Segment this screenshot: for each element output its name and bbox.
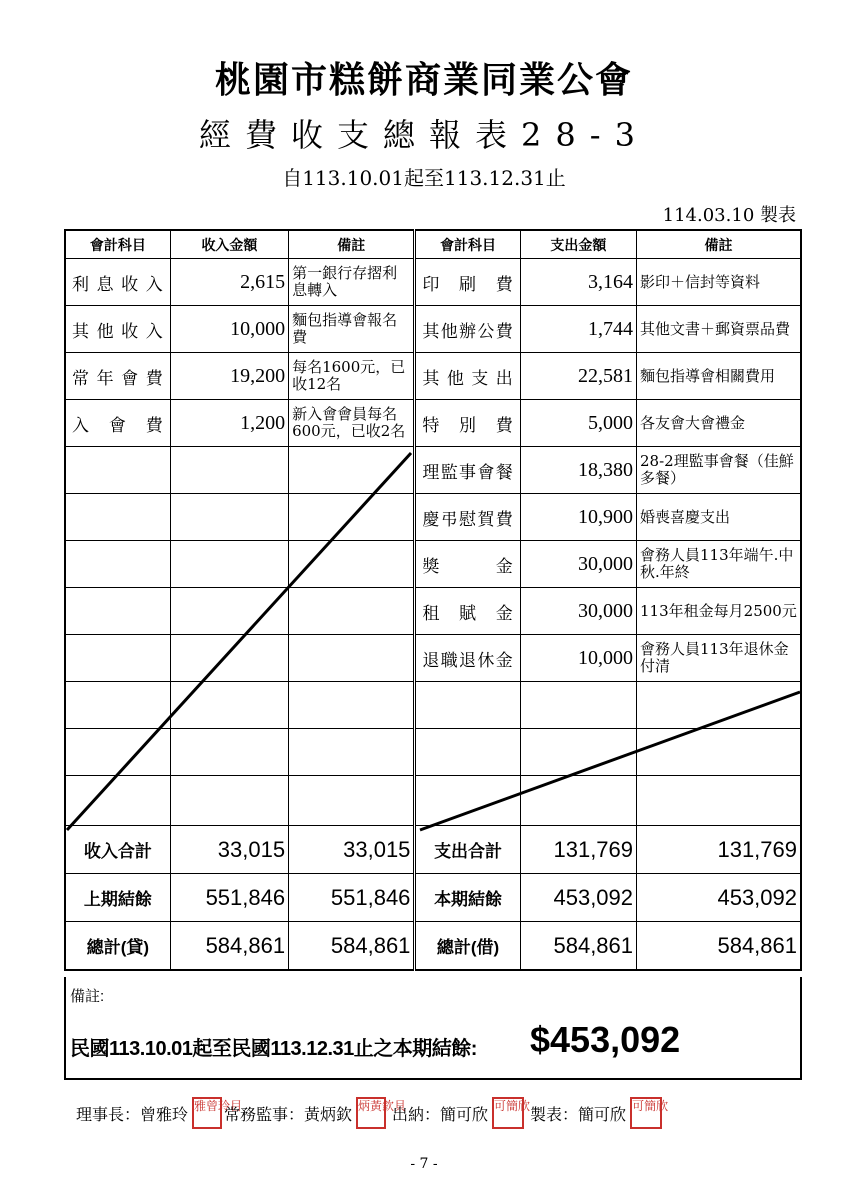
cashier-seal: 可簡欣 <box>492 1097 524 1129</box>
expense-amount: 30,000 <box>520 541 636 588</box>
income-subject: 利息收入 <box>65 259 170 306</box>
expense-strike-line <box>420 692 800 830</box>
expense-amount: 22,581 <box>520 353 636 400</box>
expense-note: 會務人員113年退休金付清 <box>637 635 801 682</box>
income-note: 每名1600元，已收12名 <box>289 353 415 400</box>
debit-total-amount-2: 584,861 <box>637 922 801 971</box>
balance-statement: 民國113.10.01起至民國113.12.31止之本期結餘: <box>70 1038 477 1060</box>
income-subject: 常年會費 <box>65 353 170 400</box>
header-income-note: 備註 <box>289 230 415 259</box>
remarks-box <box>64 977 802 1080</box>
expense-subject: 理監事會餐 <box>415 447 520 494</box>
debit-total-label: 總計(借) <box>415 922 520 971</box>
income-strike-line <box>67 453 411 830</box>
credit-total-amount-2: 584,861 <box>289 922 415 971</box>
supervisor-signature: 常務監事：黃炳欽 <box>224 1104 353 1124</box>
expense-subject: 退職退休金 <box>415 635 520 682</box>
expense-note: 其他文書＋郵資票品費 <box>637 306 801 353</box>
expense-amount: 10,900 <box>520 494 636 541</box>
current-balance-amount: 453,092 <box>520 874 636 922</box>
prior-balance-amount-2: 551,846 <box>289 874 415 922</box>
signature-line <box>76 1097 669 1129</box>
header-expense-subject: 會計科目 <box>415 230 520 259</box>
income-note: 麵包指導會報名費 <box>289 306 415 353</box>
chairman-signature: 理事長：曾雅玲 <box>76 1104 189 1124</box>
prior-balance-amount: 551,846 <box>170 874 288 922</box>
expense-amount: 18,380 <box>520 447 636 494</box>
expense-subject: 獎金 <box>415 541 520 588</box>
expense-note: 麵包指導會相關費用 <box>637 353 801 400</box>
expense-total-label: 支出合計 <box>415 826 520 874</box>
header-expense-note: 備註 <box>637 230 801 259</box>
organization-title: 桃園市糕餅商業同業公會 <box>214 60 633 101</box>
report-title: 經費收支總報表28-3 <box>199 116 649 154</box>
chairman-seal: 雅曾玲目 <box>192 1097 222 1129</box>
expense-subject: 其他支出 <box>415 353 520 400</box>
current-balance-label: 本期結餘 <box>415 874 520 922</box>
income-total-amount-2: 33,015 <box>289 826 415 874</box>
expense-amount: 10,000 <box>520 635 636 682</box>
header-income-amount: 收入金額 <box>170 230 288 259</box>
debit-total-amount: 584,861 <box>520 922 636 971</box>
expense-amount: 30,000 <box>520 588 636 635</box>
expense-total-amount-2: 131,769 <box>637 826 801 874</box>
credit-total-amount: 584,861 <box>170 922 288 971</box>
expense-subject: 慶弔慰賀費 <box>415 494 520 541</box>
income-note: 第一銀行存摺利息轉入 <box>289 259 415 306</box>
remarks-label: 備註: <box>70 988 105 1005</box>
income-subject: 入會費 <box>65 400 170 447</box>
expense-subject: 租賦金 <box>415 588 520 635</box>
income-total-label: 收入合計 <box>65 826 170 874</box>
expense-subject: 其他辦公費 <box>415 306 520 353</box>
expense-note: 婚喪喜慶支出 <box>637 494 801 541</box>
prepared-date: 114.03.10 製表 <box>662 205 796 226</box>
expense-subject: 特別費 <box>415 400 520 447</box>
report-period: 自113.10.01起至113.12.31止 <box>282 166 566 190</box>
preparer-signature: 製表：簡可欣 <box>530 1104 627 1124</box>
cashier-signature: 出納：簡可欣 <box>392 1104 489 1124</box>
supervisor-seal: 炳黃欽貝 <box>356 1097 386 1129</box>
expense-amount: 3,164 <box>520 259 636 306</box>
balance-amount: $453,092 <box>530 1019 681 1060</box>
expense-note: 113年租金每月2500元 <box>637 588 801 635</box>
expense-note: 會務人員113年端午.中秋.年終 <box>637 541 801 588</box>
expense-note: 影印＋信封等資料 <box>637 259 801 306</box>
expense-total-amount: 131,769 <box>520 826 636 874</box>
expense-amount: 1,744 <box>520 306 636 353</box>
header-income-subject: 會計科目 <box>65 230 170 259</box>
income-total-amount: 33,015 <box>170 826 288 874</box>
expense-amount: 5,000 <box>520 400 636 447</box>
income-amount: 1,200 <box>170 400 288 447</box>
header-expense-amount: 支出金額 <box>520 230 636 259</box>
income-subject: 其他收入 <box>65 306 170 353</box>
prior-balance-label: 上期結餘 <box>65 874 170 922</box>
income-amount: 2,615 <box>170 259 288 306</box>
page-number: - 7 - <box>410 1156 438 1172</box>
current-balance-amount-2: 453,092 <box>637 874 801 922</box>
income-amount: 10,000 <box>170 306 288 353</box>
expense-note: 28-2理監事會餐（佳鮮多餐） <box>637 447 801 494</box>
expense-note: 各友會大會禮金 <box>637 400 801 447</box>
income-amount: 19,200 <box>170 353 288 400</box>
expense-subject: 印刷費 <box>415 259 520 306</box>
preparer-seal: 可簡欣 <box>630 1097 662 1129</box>
income-note: 新入會會員每名600元，已收2名 <box>289 400 415 447</box>
credit-total-label: 總計(貸) <box>65 922 170 971</box>
